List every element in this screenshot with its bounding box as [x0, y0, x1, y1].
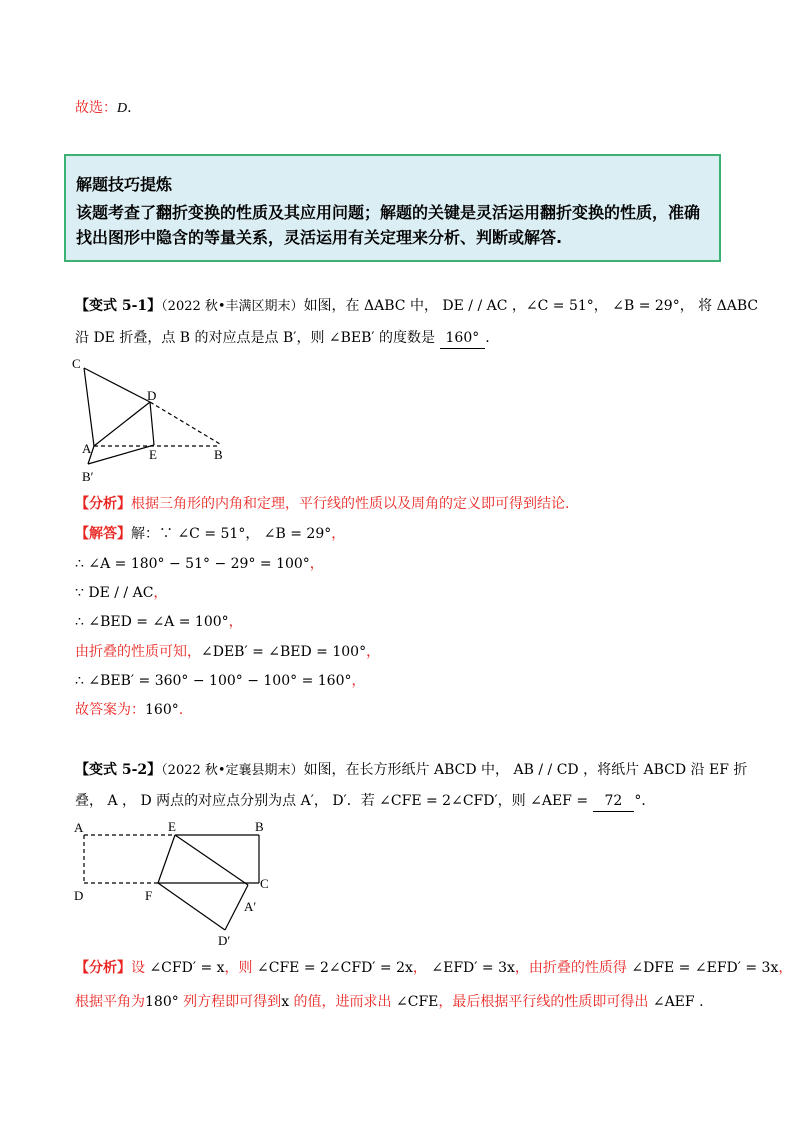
analysis-part: ∠CFD′ = x	[149, 960, 225, 976]
step-4-black: ∠DEB′ = ∠BED = 100°	[201, 644, 367, 660]
seg-CA	[84, 368, 94, 446]
seg-EA1	[175, 835, 248, 885]
analysis-part: ，则	[224, 960, 257, 976]
step-0-red: ，	[331, 526, 346, 542]
label-B: B	[255, 819, 264, 834]
prev-answer	[75, 98, 132, 119]
label-B-prime: B′	[82, 469, 94, 484]
step-4-red-pre: 由折叠的性质可知，	[75, 644, 201, 660]
analysis-part: ∠CFE	[396, 994, 439, 1010]
analysis-part: ，由折叠的性质得	[514, 960, 632, 976]
step-2-red: ，	[153, 585, 168, 601]
variant1-solution-step-2	[75, 583, 167, 603]
variant2-analysis-line2	[75, 992, 704, 1012]
variant2-line2	[75, 791, 655, 812]
step-1-red: ，	[309, 556, 324, 572]
step-6-black: 160°	[145, 702, 179, 718]
prev-answer-value: D	[117, 101, 128, 116]
step-1-black: ∴ ∠A = 180° − 51° − 29° = 100°	[75, 556, 310, 572]
analysis-part: ∠CFE = 2∠CFD′ = 2x	[257, 960, 413, 976]
analysis-part: x	[281, 994, 290, 1010]
label-B: B	[214, 447, 223, 462]
seg-FD1	[158, 883, 225, 930]
analysis-part: 180°	[145, 994, 179, 1010]
variant1-analysis	[75, 494, 569, 514]
analysis-part: .	[694, 994, 704, 1010]
analysis-part: ∠AEF	[652, 994, 695, 1010]
variant2-text1: 如图，在长方形纸片 ABCD 中， AB / / CD ，将纸片 ABCD 沿 EF 折	[303, 762, 748, 778]
variant1-text2: 沿 DE 折叠，点 B 的对应点是点 B′，则 ∠BEB′ 的度数是	[75, 330, 436, 346]
variant1-text1: 如图，在 ΔABC 中， DE / / AC ，∠C = 51°， ∠B = 29°， 将 ΔABC	[303, 298, 759, 314]
variant1-analysis-text: 根据三角形的内角和定理，平行线的性质以及周角的定义即可得到结论.	[131, 496, 570, 512]
variant1-line1	[75, 296, 758, 317]
label-A: A	[74, 820, 84, 835]
label-D-prime: D′	[218, 933, 231, 948]
label-E: E	[168, 819, 176, 834]
label-D: D	[74, 888, 84, 903]
label-D: D	[147, 388, 157, 403]
seg-DA	[94, 402, 150, 446]
step-3-black: ∴ ∠BED = ∠A = 100°	[75, 614, 229, 630]
variant1-solution-tag: 【解答】	[75, 526, 131, 542]
variant2-answer: 72	[593, 791, 635, 812]
prev-answer-end: .	[127, 100, 132, 116]
variant1-solution-step-6	[75, 700, 183, 720]
variant1-analysis-tag: 【分析】	[75, 496, 131, 512]
analysis-part: ，最后根据平行线的性质即可得出	[438, 994, 653, 1010]
step-6-red-pre: 故答案为：	[75, 702, 145, 718]
variant2-source: （2022 秋•定襄县期末）	[161, 763, 304, 778]
seg-EF	[158, 835, 175, 883]
variant2-end: °．	[634, 793, 656, 809]
label-E: E	[149, 447, 157, 462]
analysis-part: 设	[131, 960, 150, 976]
step-5-red: ，	[351, 673, 366, 689]
variant1-solution-step-4	[75, 642, 380, 662]
variant2-tag: 【变式 5-2】	[75, 762, 162, 778]
variant1-solution-step-1	[75, 554, 324, 574]
variant2-analysis-tag: 【分析】	[75, 960, 131, 976]
step-4-red: ，	[366, 644, 381, 660]
analysis-part: 的值，进而求出	[289, 994, 396, 1010]
variant1-source: （2022 秋•丰满区期末）	[161, 299, 304, 314]
label-A: A	[82, 441, 92, 456]
step-5-black: ∴ ∠BEB′ = 360° − 100° − 100° = 160°	[75, 673, 352, 689]
analysis-part: ∠EFD′ = 3x	[431, 960, 515, 976]
figure-rectangle-fold	[62, 812, 292, 948]
variant1-answer: 160°	[440, 328, 486, 349]
tips-body: 该题考查了翻折变换的性质及其应用问题；解题的关键是灵活运用翻折变换的性质，准确找出图形中隐含的等量关系，灵活运用有关定理来分析、判断或解答.	[76, 203, 701, 247]
analysis-part: 列方程即可得到	[178, 994, 282, 1010]
variant1-solution-step-0	[75, 524, 345, 544]
variant1-solution-step-5	[75, 671, 365, 691]
step-6-red: .	[178, 702, 184, 718]
analysis-part: ，	[778, 960, 793, 976]
seg-CD	[84, 368, 150, 402]
variant1-tag: 【变式 5-1】	[75, 298, 162, 314]
label-A-prime: A′	[244, 899, 257, 914]
variant1-end: .	[485, 330, 490, 346]
analysis-part: ∠DFE = ∠EFD′ = 3x	[631, 960, 779, 976]
variant2-analysis-line1	[75, 958, 792, 978]
step-2-black: ∵ DE / / AC	[75, 585, 154, 601]
analysis-part: ，	[412, 960, 432, 976]
seg-B1E	[88, 445, 154, 464]
step-0-black: 解：∵ ∠C = 51°， ∠B = 29°	[131, 526, 332, 542]
figure-triangle-fold	[62, 352, 242, 488]
tips-title: 解题技巧提炼	[76, 175, 173, 194]
analysis-part: 根据平角为	[75, 994, 145, 1010]
variant2-text2: 叠， A ， D 两点的对应点分别为点 A′， D′．若 ∠CFE = 2∠CFD′，则 ∠AEF =	[75, 793, 589, 809]
variant1-line2	[75, 328, 490, 349]
tips-box	[64, 154, 721, 262]
variant1-solution-step-3	[75, 612, 243, 632]
variant2-line1	[75, 760, 747, 781]
label-C: C	[260, 876, 269, 891]
label-C: C	[72, 356, 81, 371]
seg-DE	[150, 402, 154, 445]
prev-answer-label: 故选：	[75, 100, 117, 116]
step-3-red: ，	[228, 614, 243, 630]
label-F: F	[145, 888, 153, 903]
seg-DB-dashed	[150, 402, 220, 444]
